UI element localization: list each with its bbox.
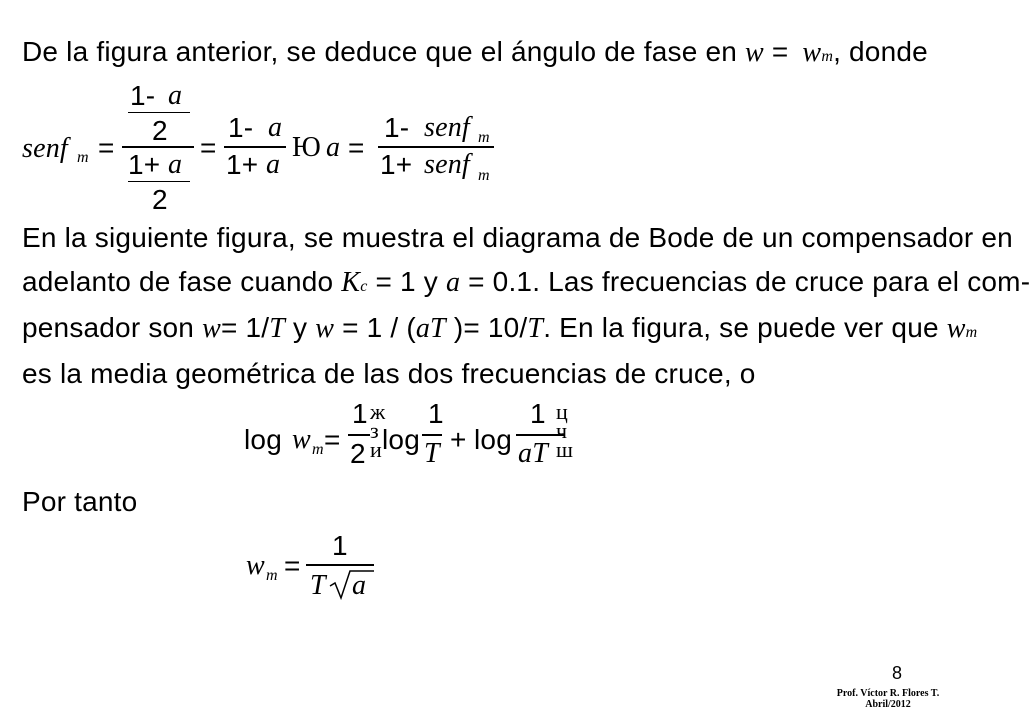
w-symbol: w xyxy=(946,313,966,344)
glyph: и xyxy=(370,437,382,462)
w-symbol: w xyxy=(745,37,764,68)
K-symbol: K xyxy=(341,267,361,298)
m-subscript: m xyxy=(478,167,490,184)
a-symbol: a xyxy=(268,112,283,143)
para-line-4: es la media geométrica de las dos frecuencias de cruce, o xyxy=(22,358,756,389)
intro-line xyxy=(22,38,928,67)
m-subscript: m xyxy=(77,149,89,166)
two: 2 xyxy=(152,115,168,146)
w-symbol: w xyxy=(292,424,311,455)
T-symbol: T xyxy=(424,438,440,469)
intro-text: De la figura anterior, se deduce que el ángulo de fase en xyxy=(22,36,738,67)
equals-sign: = xyxy=(98,132,115,163)
one: 1 xyxy=(352,398,368,429)
para-line-3 xyxy=(22,314,977,343)
one-plus: 1+ xyxy=(380,149,413,180)
a-symbol: a xyxy=(266,149,281,180)
para-text: = 1/ xyxy=(220,312,270,343)
m-subscript: m xyxy=(821,48,834,65)
aT-symbol: aT xyxy=(518,438,548,469)
glyph: з xyxy=(370,418,379,443)
equals-sign: = xyxy=(771,36,789,67)
one: 1 xyxy=(428,398,444,429)
para-text: = 0.1. Las frecuencias de cruce para el com- xyxy=(468,266,1030,297)
sen-phi: senf xyxy=(424,149,470,180)
footer-date: Abril/2012 xyxy=(865,699,911,710)
sen-phi: senf xyxy=(22,133,68,164)
para-text: )= 10/ xyxy=(453,312,528,343)
main-bar xyxy=(122,146,194,148)
a-symbol: a xyxy=(326,132,341,163)
frac-bar xyxy=(422,434,442,436)
log-text: log xyxy=(474,424,512,455)
para-line-1: En la siguiente figura, se muestra el diagrama de Bode de un compensador en xyxy=(22,222,1013,253)
para-text: y xyxy=(293,312,308,343)
two: 2 xyxy=(152,184,168,215)
frac-bar xyxy=(378,146,494,148)
a-symbol: a xyxy=(352,570,367,601)
one: 1 xyxy=(530,398,546,429)
a-symbol: a xyxy=(168,80,183,111)
log-text: log xyxy=(382,424,420,455)
T-symbol: T xyxy=(310,570,326,601)
equals-sign: = xyxy=(324,424,341,455)
equals-sign: = xyxy=(348,132,365,163)
a-symbol: a xyxy=(445,267,461,298)
inner-bar xyxy=(128,181,190,182)
equals-sign: = xyxy=(200,132,217,163)
one-plus: 1+ xyxy=(226,149,259,180)
glyph: ш xyxy=(556,437,573,462)
one-plus: 1+ xyxy=(128,149,161,180)
footer-author: Prof. Víctor R. Flores T. xyxy=(836,688,940,699)
wm-symbol: w xyxy=(802,37,822,68)
intro-tail: , donde xyxy=(833,36,928,67)
right-paren-glyphs xyxy=(556,399,573,462)
para-text: = 1 / ( xyxy=(342,312,416,343)
implies-symbol: Ю xyxy=(292,132,321,163)
page-number: 8 xyxy=(892,663,903,683)
m-subscript: m xyxy=(266,567,278,584)
frac-bar xyxy=(224,146,286,148)
para-line-2 xyxy=(22,268,1030,297)
one: 1 xyxy=(332,530,348,561)
one-minus: 1- xyxy=(384,112,410,143)
plus-sign: + xyxy=(450,424,467,455)
one-minus: 1- xyxy=(228,112,254,143)
footer-credit xyxy=(822,688,954,710)
T-symbol: T xyxy=(269,313,286,344)
log-text: log xyxy=(244,424,282,455)
glyph: ч xyxy=(556,418,568,443)
glyph: ц xyxy=(556,399,568,424)
T-symbol: T xyxy=(527,313,544,344)
w-symbol: w xyxy=(246,550,265,581)
inner-bar xyxy=(128,112,190,113)
w-symbol: w xyxy=(202,313,221,344)
para-text: . En la figura, se puede ver que xyxy=(543,312,939,343)
two: 2 xyxy=(350,438,366,469)
a-symbol: a xyxy=(168,149,183,180)
para-text: adelanto de fase cuando xyxy=(22,266,334,297)
c-subscript: c xyxy=(360,278,368,295)
equals-sign: = xyxy=(284,550,301,581)
m-subscript: m xyxy=(478,129,490,146)
para-text: = 1 y xyxy=(375,266,438,297)
sen-phi: senf xyxy=(424,112,470,143)
w-symbol: w xyxy=(315,313,335,344)
m-subscript: m xyxy=(965,324,978,341)
por-tanto: Por tanto xyxy=(22,486,138,517)
frac-bar xyxy=(306,564,374,566)
glyph: ж xyxy=(370,399,386,424)
m-subscript: m xyxy=(312,441,324,458)
one-minus: 1- xyxy=(130,80,156,111)
frac-bar xyxy=(348,434,370,436)
aT-symbol: aT xyxy=(415,313,446,344)
para-text: pensador son xyxy=(22,312,195,343)
